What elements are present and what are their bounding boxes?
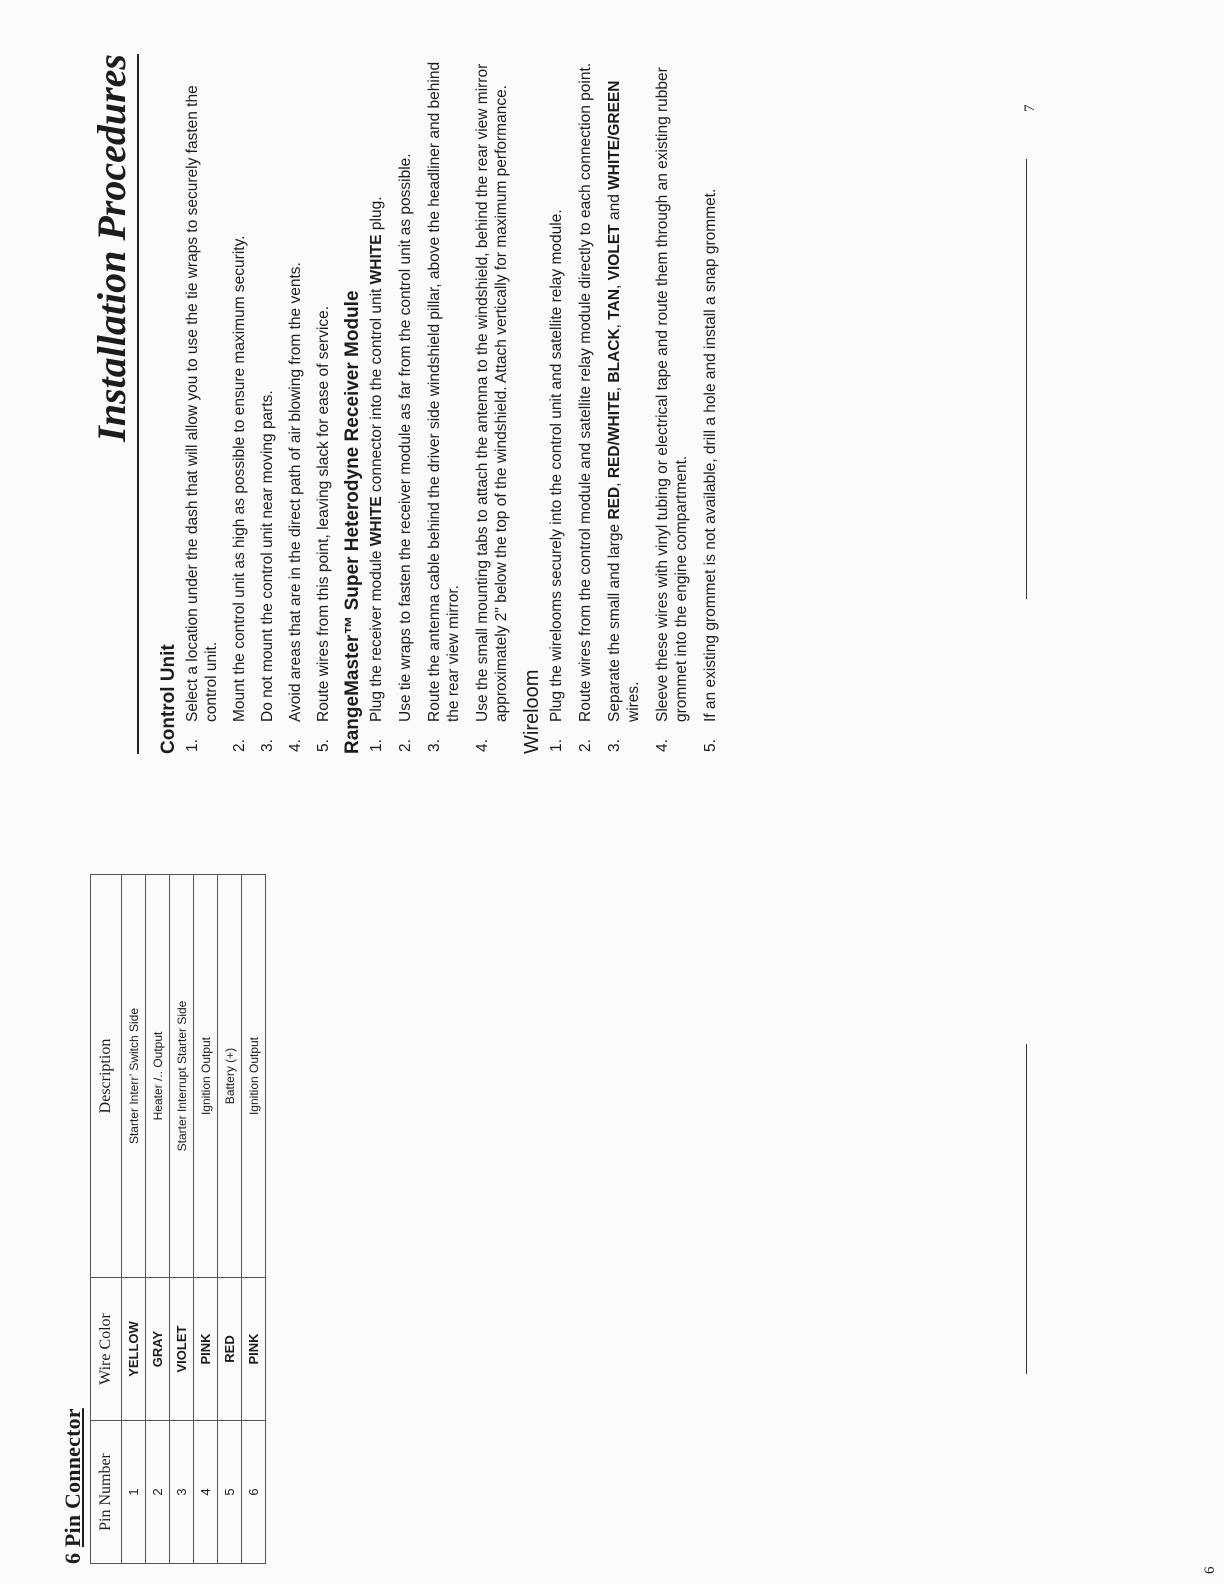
control-unit-steps <box>183 54 333 754</box>
control-unit-section <box>158 54 333 754</box>
table-title-text: Pin Connector <box>60 1408 85 1548</box>
footer-rule-left <box>1026 1044 1027 1374</box>
receiver-steps <box>367 54 511 754</box>
table-row <box>122 875 146 1564</box>
table-row <box>194 875 218 1564</box>
table-title-lead: 6 <box>60 1552 85 1564</box>
pin-connector-table <box>90 874 266 1564</box>
table-header-row <box>91 875 122 1564</box>
list-item: 1. Plug the receiver module WHITE connector into the control unit WHITE plug. <box>368 196 385 752</box>
pin-connector-section <box>60 874 266 1564</box>
list-item: 2. Mount the control unit as high as possible to ensure maximum security. <box>231 235 248 752</box>
wireloom-heading: Wireloom <box>521 669 543 754</box>
list-item: 4. Use the small mounting tabs to attach the antenna to the windshield, behind the rear view mirror approximately 2" below the top of the windshield. Attach vertically for maximum performance. <box>474 63 510 752</box>
pin-number: 1 <box>122 1421 146 1564</box>
table-row <box>242 875 266 1564</box>
receiver-section <box>342 54 511 754</box>
table-title <box>60 874 86 1564</box>
wire-color: VIOLET <box>170 1278 194 1421</box>
list-item: 4. Avoid areas that are in the direct path of air blowing from the vents. <box>287 262 304 752</box>
pin-description: Heater /.. Output <box>146 875 170 1278</box>
page-number-right: 7 <box>1022 104 1038 112</box>
header-wire-color: Wire Color <box>91 1278 122 1421</box>
list-item: 1. Plug the wirelooms securely into the control unit and satellite relay module. <box>548 209 565 752</box>
header-description: Description <box>91 875 122 1278</box>
pin-description: Starter Interrupt Starter Side <box>170 875 194 1278</box>
wire-color: PINK <box>194 1278 218 1421</box>
list-item: 4. Sleeve these wires with vinyl tubing or electrical tape and route them through an existing rubber grommet into the engine compartment. <box>654 67 690 752</box>
pin-number: 3 <box>170 1421 194 1564</box>
pin-number: 2 <box>146 1421 170 1564</box>
list-item: 2. Route wires from the control module and satellite relay module directly to each connection point. <box>577 62 594 752</box>
list-item: 3. Separate the small and large RED, RED/WHITE, BLACK, TAN, VIOLET and WHITE/GREEN wires. <box>606 80 642 752</box>
pin-description: Ignition Output <box>242 875 266 1278</box>
list-item: 3. Do not mount the control unit near moving parts. <box>259 390 276 752</box>
wire-color: PINK <box>242 1278 266 1421</box>
wire-color: YELLOW <box>122 1278 146 1421</box>
receiver-heading: RangeMaster™ Super Heterodyne Receiver Module <box>342 290 363 754</box>
pin-number: 6 <box>242 1421 266 1564</box>
wireloom-section <box>521 54 720 754</box>
installation-content <box>150 54 730 754</box>
list-item: 1. Select a location under the dash that will allow you to use the tie wraps to securely fasten the control unit. <box>184 85 220 752</box>
list-item: 3. Route the antenna cable behind the driver side windshield pillar, above the headliner and behind the rear view mirror. <box>426 61 462 752</box>
wireloom-steps <box>547 54 720 754</box>
wire-color: GRAY <box>146 1278 170 1421</box>
control-unit-heading: Control Unit <box>158 644 179 754</box>
table-row <box>218 875 242 1564</box>
pin-description: Ignition Output <box>194 875 218 1278</box>
wire-color: RED <box>218 1278 242 1421</box>
page-number-left: 6 <box>1202 1566 1218 1574</box>
pin-description: Starter Interr’ Switch Side <box>122 875 146 1278</box>
list-item: 5. If an existing grommet is not available, drill a hole and install a snap grommet. <box>702 188 719 752</box>
footer-rule-right <box>1026 159 1027 599</box>
header-pin-number: Pin Number <box>91 1421 122 1564</box>
page-title: Installation Procedures <box>88 54 139 754</box>
table-row <box>146 875 170 1564</box>
pin-number: 5 <box>218 1421 242 1564</box>
list-item: 5. Route wires from this point, leaving slack for ease of service. <box>315 305 332 752</box>
pin-number: 4 <box>194 1421 218 1564</box>
list-item: 2. Use tie wraps to fasten the receiver module as far from the control unit as possible. <box>397 153 414 752</box>
table-row <box>170 875 194 1564</box>
pin-description: Battery (+) <box>218 875 242 1278</box>
